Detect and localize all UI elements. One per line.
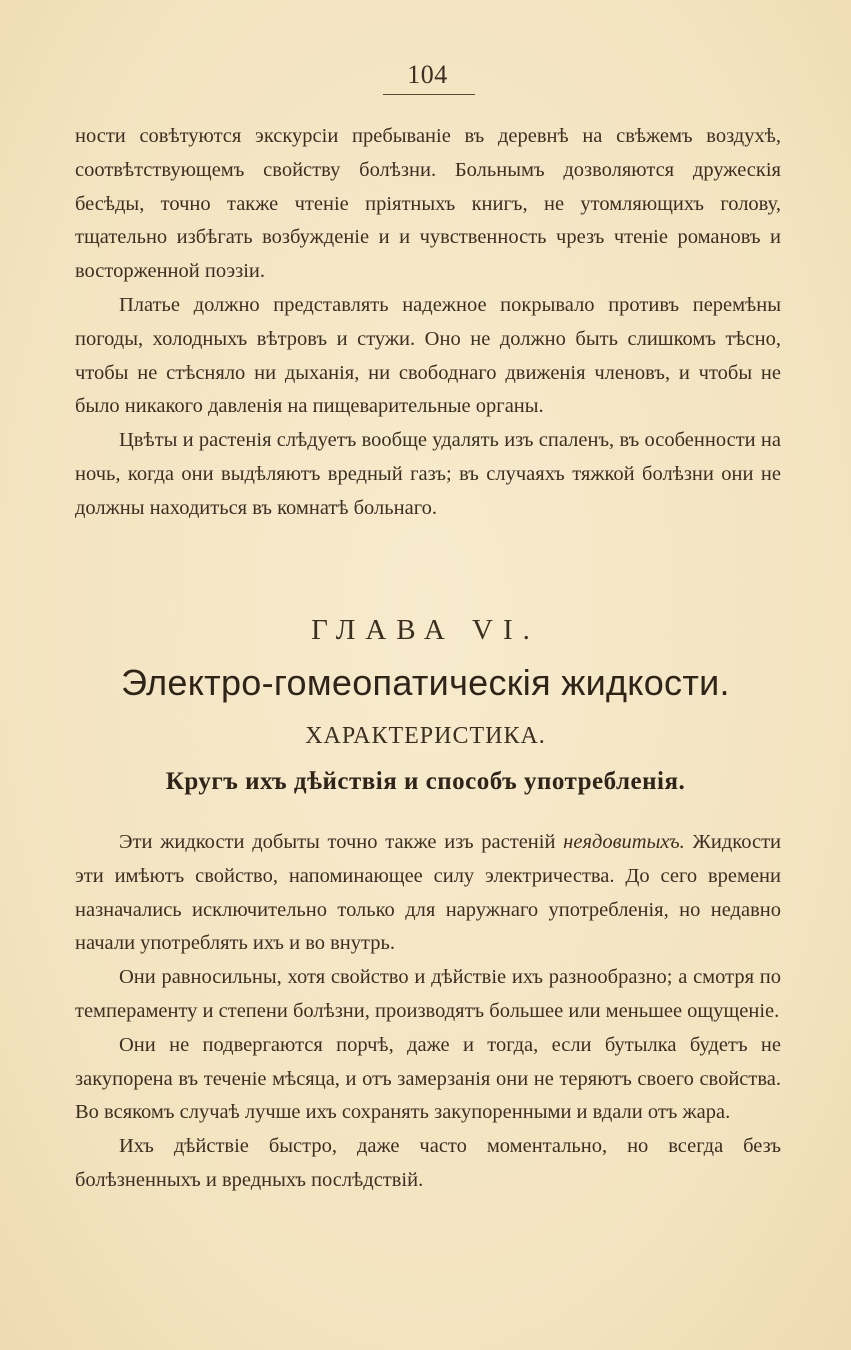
text-block-top [75, 120, 781, 526]
text-block-bottom [75, 826, 781, 1198]
paragraph-liquids-origin [75, 826, 781, 961]
paragraph-flowers: Цвѣты и растенія слѣдуетъ вообще удалять изъ спаленъ, въ особенности на ночь, когда они выдѣляютъ вредный газъ; въ случаяхъ тяжкой болѣзни они не должны находиться въ комнатѣ больнаго. [75, 429, 781, 519]
paragraph-clothing: Платье должно представлять надежное покрывало противъ перемѣны погоды, холодныхъ вѣтровъ и стужи. Оно не должно быть слишкомъ тѣсно, чтобы не стѣсняло ни дыханія, ни свободнаго движенія членовъ, и чтобы не было никакого давленія на пищеварительные органы. [75, 293, 781, 418]
page-number-rule [383, 94, 475, 95]
section-heading: ХАРАКТЕРИСТИКА. [305, 723, 546, 749]
paragraph-text-after: Жидкости эти имѣютъ свойство, напоминающее силу электричества. До сего времени назначались исключительно только для наружнаго употребленія, но недавно начали употреблять ихъ и во внутрь. [75, 831, 781, 955]
paragraph-storage: Они не подвергаются порчѣ, даже и тогда, если бутылка будетъ не закупорена въ теченіе мѣсяца, и отъ замерзанія они не теряютъ своего свойства. Во всякомъ случаѣ лучше ихъ сохранять закупоренными и вдали отъ жара. [75, 1033, 781, 1124]
paragraph-continuation: ности совѣтуются экскурсіи пребываніе въ деревнѣ на свѣжемъ воздухѣ, соотвѣтствующемъ свойству болѣзни. Больнымъ дозволяются дружескія бесѣды, точно также чтеніе пріятныхъ книгъ, не утомляющихъ голову, тщательно избѣгать возбужденіе и и чувственность чрезъ чтеніе романовъ и восторженной поэзіи. [75, 125, 781, 283]
chapter-label: ГЛАВА VI. [311, 614, 540, 646]
paragraph-text-before: Эти жидкости добыты точно также изъ растеній [119, 831, 564, 853]
emphasized-word: неядовитыхъ. [563, 831, 685, 853]
section-subtitle: Кругъ ихъ дѣйствія и способъ употребленія. [165, 768, 686, 795]
chapter-title: Электро-гомеопатическія жидкости. [121, 662, 730, 703]
paragraph-action: Ихъ дѣйствіе быстро, даже часто моментально, но всегда безъ болѣзненныхъ и вредныхъ послѣдствій. [75, 1135, 781, 1191]
paragraph-equal-strength: Они равносильны, хотя свойство и дѣйствіе ихъ разнообразно; а смотря по темпераменту и степени болѣзни, производятъ большее или меньшее ощущеніе. [75, 966, 781, 1022]
page-number: 104 [407, 60, 448, 89]
